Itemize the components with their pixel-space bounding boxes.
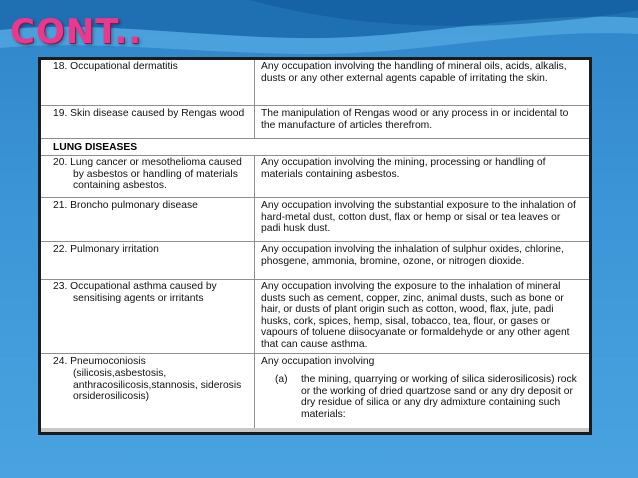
disease-cell: 24. Pneumoconiosis	[53, 356, 146, 367]
column-divider	[254, 60, 255, 105]
slide-title: CONT..	[10, 12, 143, 52]
disease-cell: 23. Occupational asthma caused by sensitising agents or irritants	[53, 281, 217, 304]
occupation-cell: Any occupation involving the substantial exposure to the inhalation of hard-metal dust, cotton dust, flax or hemp or sisal or tea leaves or padi husk dust.	[261, 200, 576, 235]
table-row	[41, 156, 589, 198]
table-row	[41, 354, 589, 432]
table-row	[41, 106, 589, 139]
subclause-label: (a)	[275, 374, 288, 385]
section-header-row	[41, 139, 589, 156]
disease-table	[41, 60, 589, 432]
occupation-cell: Any occupation involving the exposure to the inhalation of mineral dusts such as cement, copper, zinc, animal dusts, such as bone or hair, or dusts of plant origin such as cotton, wood, flax, jute, padi husks, cork, spices, hemp, sisal, tobacco, tea, flour, or gases or vapours of toluene diisocyanate or formaldehyde or any other agent that can cause asthma.	[261, 281, 570, 350]
occupation-cell: Any occupation involving the handling of mineral oils, acids, alkalis, dusts or any other external agents capable of irritating the skin.	[261, 61, 567, 84]
column-divider	[254, 106, 255, 138]
disease-detail: (silicosis,asbestosis, anthracosilicosis,stannosis, siderosis orsiderosilicosis)	[73, 368, 242, 403]
document-image-frame	[38, 57, 592, 435]
table-row	[41, 198, 589, 242]
column-divider	[254, 242, 255, 279]
table-row	[41, 60, 589, 106]
page-edge	[41, 428, 589, 432]
table-row	[41, 280, 589, 354]
occupation-cell: Any occupation involving	[261, 356, 375, 367]
disease-cell: 18. Occupational dermatitis	[53, 61, 178, 72]
table-row	[41, 242, 589, 280]
column-divider	[254, 280, 255, 353]
occupation-subclause	[261, 374, 581, 424]
column-divider	[254, 156, 255, 197]
occupation-cell: The manipulation of Rengas wood or any process in or incidental to the manufacture of articles therefrom.	[261, 108, 569, 131]
section-heading: LUNG DISEASES	[53, 142, 138, 153]
occupation-cell: Any occupation involving the mining, processing or handling of materials containing asbestos.	[261, 157, 546, 180]
disease-cell: 20. Lung cancer or mesothelioma caused by asbestos or handling of materials containing asbestos.	[53, 157, 242, 192]
occupation-cell: Any occupation involving the inhalation of sulphur oxides, chlorine, phosgene, ammonia, bromine, ozone, or nitrogen dioxide.	[261, 244, 564, 267]
column-divider	[254, 354, 255, 432]
disease-cell: 19. Skin disease caused by Rengas wood	[53, 108, 245, 119]
disease-cell: 21. Broncho pulmonary disease	[53, 200, 198, 211]
disease-cell: 22. Pulmonary irritation	[53, 244, 159, 255]
column-divider	[254, 198, 255, 241]
subclause-text: the mining, quarrying or working of silica siderosilicosis) rock or the working of dried quartzose sand or any dry deposit or dry residue of silica or any dry admixture containing such materials:	[301, 374, 577, 420]
